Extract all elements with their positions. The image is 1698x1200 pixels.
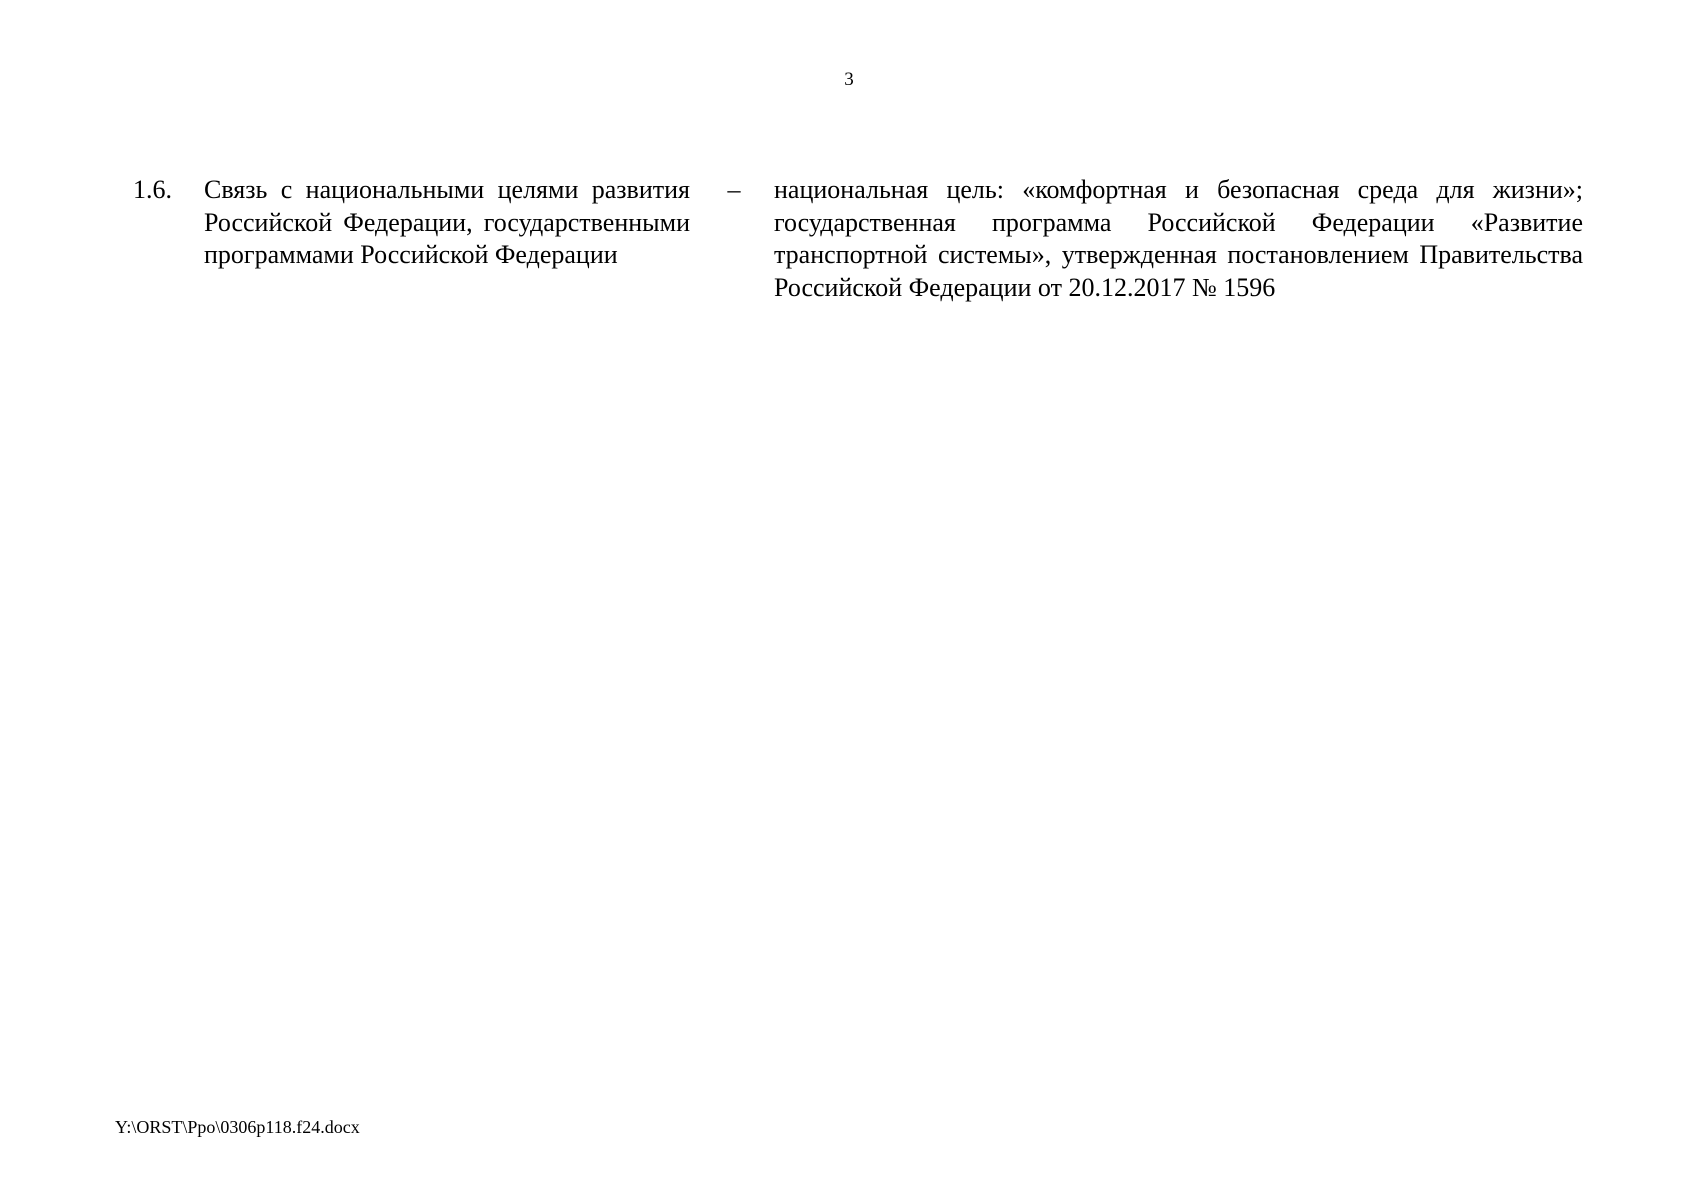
row-value: национальная цель: «комфортная и безопасная среда для жизни»; государственная программа Российской Федерации «Развитие транспортной системы», утвержденная постановлением Правительства Российской Федерации от 20.12.2017 № 1596 xyxy=(774,175,1583,302)
row-number: 1.6. xyxy=(133,175,172,204)
row-label: Связь с национальными целями развития Российской Федерации, государственными программами Российской Федерации xyxy=(204,175,690,269)
footer-file-path: Y:\ORST\Ppo\0306p118.f24.docx xyxy=(115,1117,360,1137)
page-number: 3 xyxy=(844,69,854,90)
row-separator-dash: – xyxy=(727,175,741,204)
